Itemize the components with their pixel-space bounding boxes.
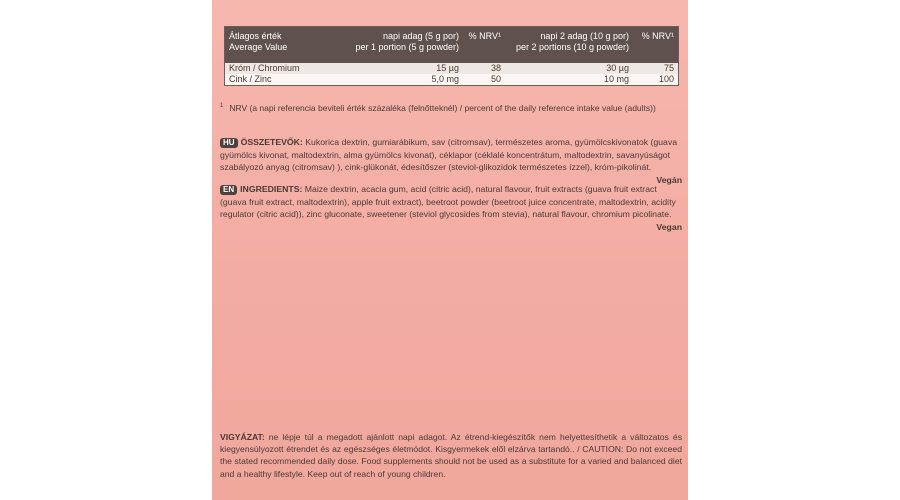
header-portion-2	[505, 27, 633, 63]
vegan-label-en: Vegan	[656, 221, 682, 232]
ingredients-en-title: INGREDIENTS:	[240, 184, 303, 194]
row-nutrient-name: Cink / Zinc	[229, 74, 272, 84]
vegan-label-hu: Vegán	[656, 174, 682, 185]
footnote-text: NRV (a napi referencia beviteli érték százaléka (felnőtteknél) / percent of the daily reference intake value (adults))	[229, 103, 656, 113]
header-portion-1-hu: napi adag (5 g por)	[382, 31, 459, 41]
row-nrv-2-value: 75	[663, 63, 674, 73]
row-portion-1-value: 5,0 mg	[431, 74, 459, 84]
header-average-value-en: Average Value	[229, 42, 288, 52]
row-nrv-1-value: 38	[490, 63, 501, 73]
header-portion-2-hu: napi 2 adag (10 g por)	[540, 31, 629, 41]
header-average-value	[225, 27, 333, 63]
ingredients-en-text: Maize dextrin, acacia gum, acid (citric acid), natural flavour, fruit extracts (guava fruit extract (guava fruit extract, maltodextrin), apple fruit extract), beetroot powder (beetroot juice concentrate, maltodextrin, acidity regulator (citric acid)), zinc gluconate, sweetener (steviol glycosides from stevia), natural flavour, chromium picolinate.	[220, 184, 676, 219]
row-portion-2-value: 10 mg	[603, 74, 629, 84]
warning-title: VIGYÁZAT:	[220, 432, 265, 442]
header-portion-2-en: per 2 portions (10 g powder)	[515, 42, 629, 52]
row-nutrient-name: Króm / Chromium	[229, 63, 300, 73]
row-portion-1-value: 15 µg	[436, 63, 459, 73]
ingredients-hu-title: ÖSSZETEVŐK:	[240, 137, 303, 147]
header-nrv-2: % NRV¹	[641, 31, 674, 41]
header-nrv-1: % NRV¹	[468, 31, 501, 41]
product-label-panel	[212, 0, 688, 500]
ingredients-hu	[220, 136, 682, 186]
nutrition-table	[224, 26, 679, 86]
table-row	[225, 74, 678, 85]
warning-text-block	[220, 431, 682, 480]
footnote-mark: 1	[220, 103, 224, 110]
row-nrv-2-value: 100	[658, 74, 674, 84]
language-badge-hu: HU	[220, 138, 238, 148]
ingredients-hu-text: Kukorica dextrin, gumiarábikum, sav (citromsav), természetes aroma, gyümölcskivonatok (guava gyümölcs kivonat, maltodextrin, alma gyümölcs kivonat), céklapor (céklalé koncentrátum, maltodextrin, savanyúságot szabályozó anyag (citromsav) ), cink-glükonát, édesítőszer (steviol-glikozidok természetes ízzel), króm-pikolinát.	[220, 137, 678, 172]
language-badge-en: EN	[220, 185, 237, 195]
header-average-value-hu: Átlagos érték	[229, 31, 282, 41]
nrv-footnote	[220, 103, 656, 113]
header-portion-1	[333, 27, 463, 63]
ingredients-en	[220, 183, 682, 233]
header-portion-1-en: per 1 portion (5 g powder)	[355, 42, 459, 52]
row-portion-2-value: 30 µg	[606, 63, 629, 73]
nutrition-table-header	[225, 27, 678, 63]
table-row	[225, 63, 678, 74]
warning-body: ne lépje túl a megadott ajánlott napi adagot. Az étrend-kiegészítők nem helyettesíthetik a változatos és kiegyensúlyozott étrendet és az egészséges életmódot. Kisgyermekek elől elzárva tartandó.. / CAUTION: Do not exceed the stated recommended daily dose. Food supplements should not be used as a substitute for a varied and balanced diet and a healthy lifestyle. Keep out of reach of young children.	[220, 432, 682, 479]
row-nrv-1-value: 50	[490, 74, 501, 84]
